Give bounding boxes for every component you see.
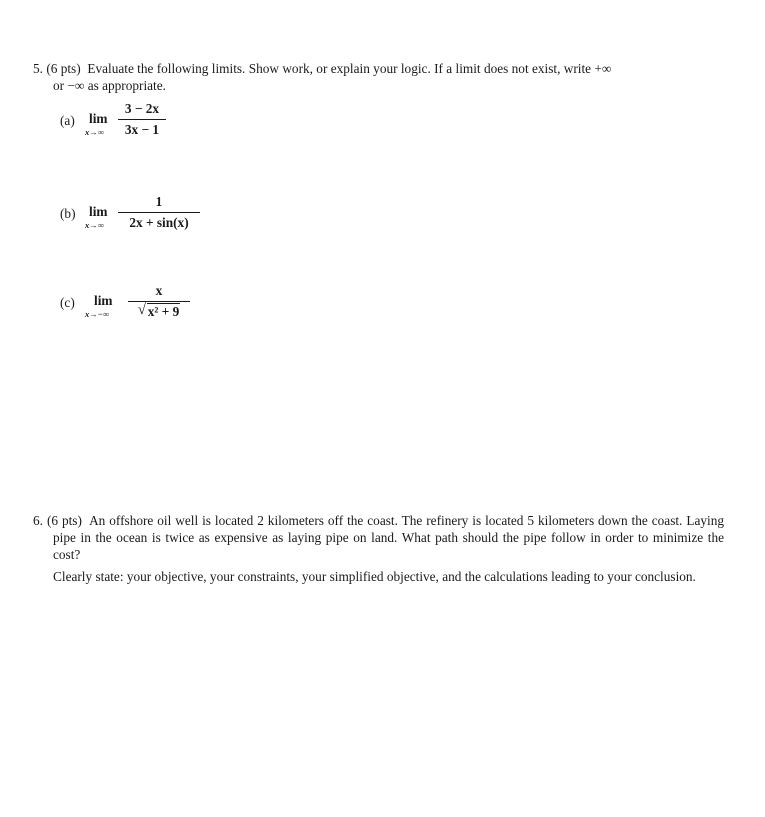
part-b-fraction <box>118 194 200 231</box>
part-a-limit-subscript: x→∞ <box>85 127 104 137</box>
problem-5-statement <box>33 60 728 77</box>
problem-5-line2: or −∞ as appropriate. <box>53 78 166 93</box>
problem-5-number: 5. <box>33 61 43 76</box>
part-c-numerator: x <box>155 283 163 298</box>
problem-6-statement <box>33 512 724 563</box>
part-a-fraction <box>118 101 166 138</box>
problem-6-points: (6 pts) <box>46 513 82 528</box>
part-b-label: (b) <box>60 206 76 221</box>
problem-6-number: 6. <box>33 513 43 528</box>
part-b-numerator: 1 <box>155 194 163 209</box>
part-a-fraction-bar <box>118 119 166 120</box>
problem-5-points: (6 pts) <box>46 61 81 76</box>
part-b-denominator: 2x + sin(x) <box>129 215 189 230</box>
part-c-denominator: x² + 9 <box>147 304 180 319</box>
part-c-label: (c) <box>60 295 75 310</box>
part-a-lim: lim <box>89 111 108 126</box>
part-a-label: (a) <box>60 113 75 128</box>
problem-5-statement-cont <box>53 77 728 94</box>
problem-6-text: An offshore oil well is located 2 kilometers off the coast. The refinery is located 5 kilometers down the coast. Laying pipe in the ocean is twice as expensive as laying pipe on land. What path should the pipe follow in order to minimize the cost? <box>53 513 724 562</box>
problem-6-instructions: Clearly state: your objective, your constraints, your simplified objective, and the calculations leading to your conclusion. <box>53 569 696 584</box>
part-c-denominator-wrap <box>128 303 190 320</box>
part-c-lim: lim <box>94 293 113 308</box>
problem-5-line1: Evaluate the following limits. Show work, or explain your logic. If a limit does not exist, write +∞ <box>87 61 612 76</box>
part-c-fraction <box>128 283 190 320</box>
square-root-symbol: √ x² + 9 <box>137 302 180 319</box>
part-b-limit-subscript: x→∞ <box>85 220 104 230</box>
part-a-numerator: 3 − 2x <box>124 101 160 116</box>
part-c-limit-subscript: x→−∞ <box>85 309 109 319</box>
part-b-lim: lim <box>89 204 108 219</box>
part-b-fraction-bar <box>118 212 200 213</box>
part-a-denominator: 3x − 1 <box>124 122 160 137</box>
